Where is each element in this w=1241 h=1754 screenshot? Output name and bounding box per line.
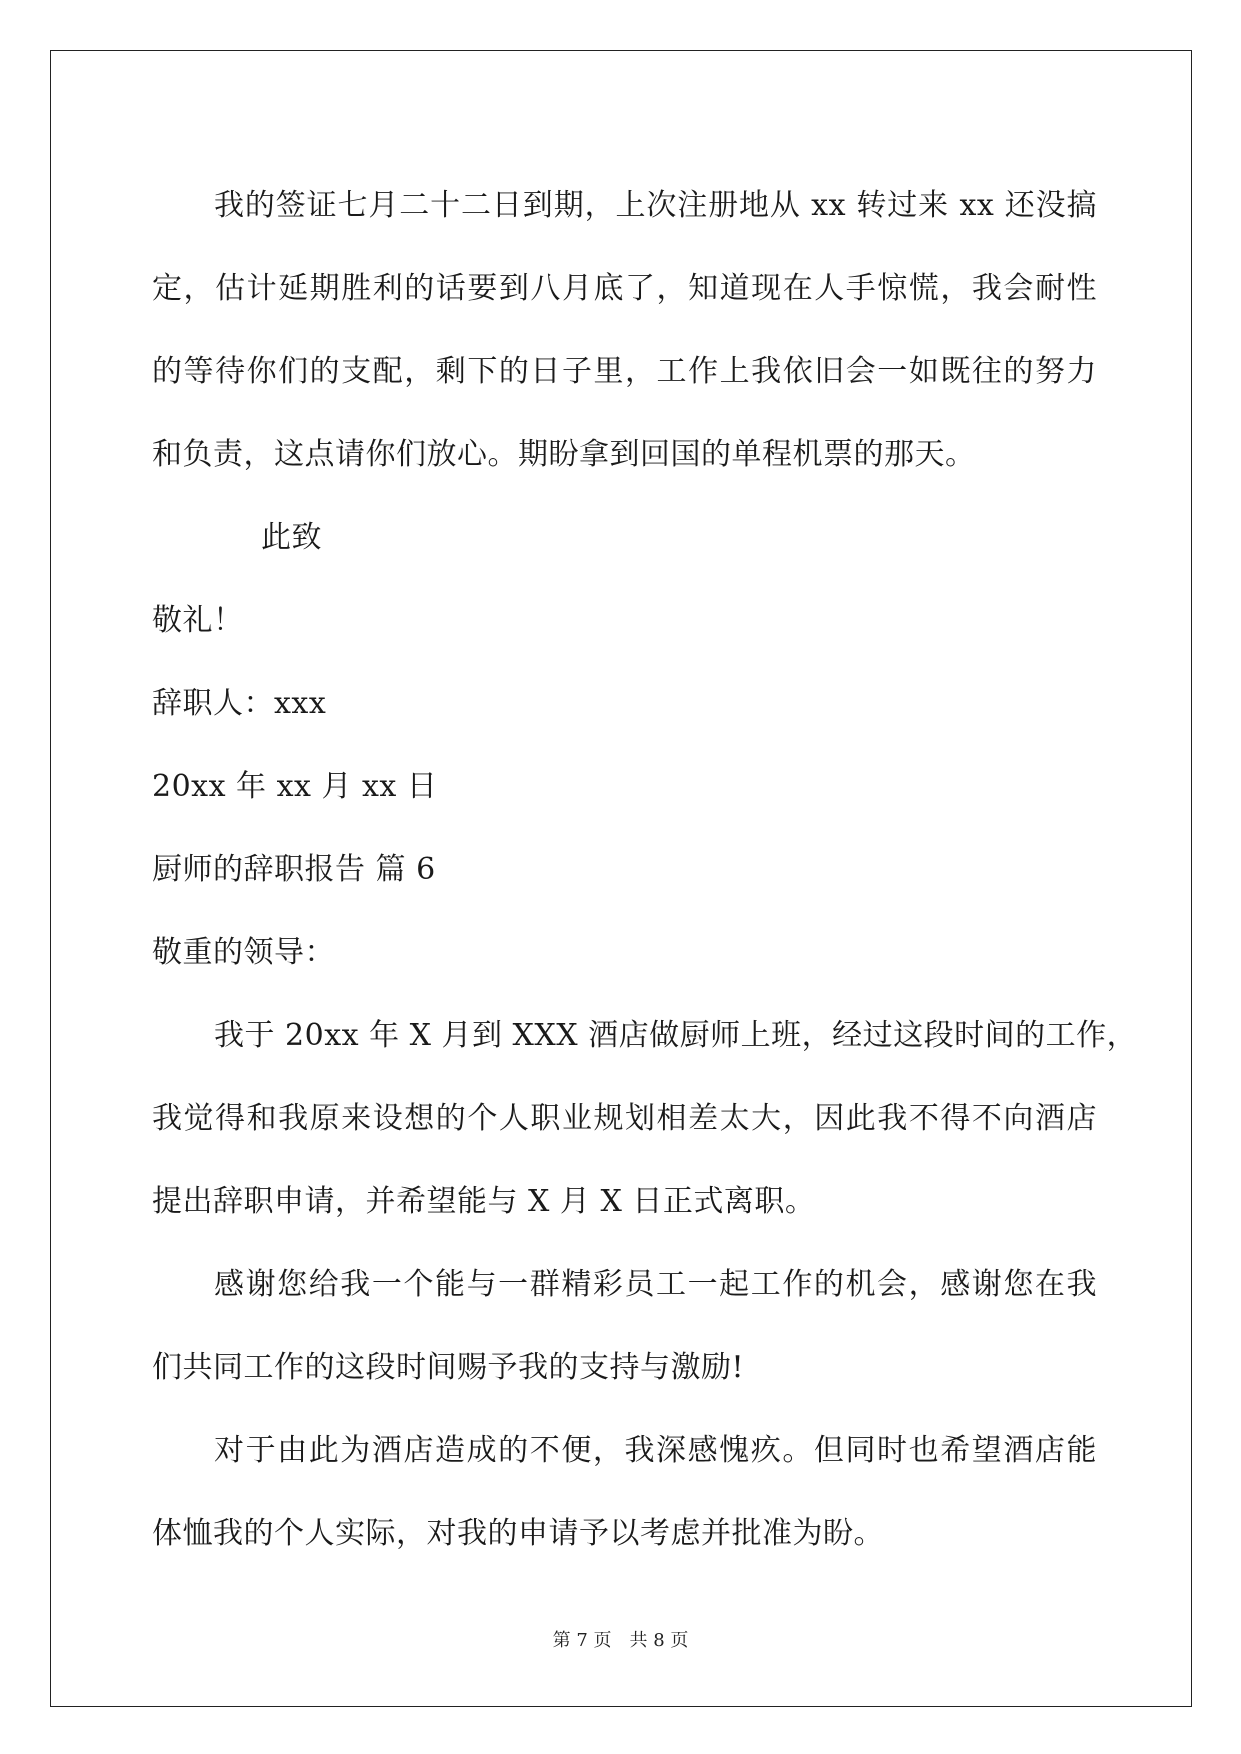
page-footer	[0, 1626, 1241, 1652]
page-number-current: 第 7 页	[552, 1630, 612, 1651]
closing-regards: 敬礼！	[152, 603, 244, 638]
paragraph-line: 的等待你们的支配，剩下的日子里，工作上我依旧会一如既往的努力	[152, 354, 1097, 389]
section-title: 厨师的辞职报告 篇 6	[152, 852, 436, 887]
paragraph-line: 和负责，这点请你们放心。期盼拿到回国的单程机票的那天。	[152, 437, 976, 472]
signature-line: 辞职人：xxx	[152, 686, 327, 721]
closing-salutation: 此致	[261, 520, 322, 555]
paragraph-line: 我的签证七月二十二日到期，上次注册地从 xx 转过来 xx 还没搞	[214, 188, 1097, 223]
page-number-total: 共 8 页	[629, 1630, 689, 1651]
paragraph-line: 我于 20xx 年 X 月到 XXX 酒店做厨师上班，经过这段时间的工作，	[214, 1018, 1138, 1053]
paragraph-line: 定，估计延期胜利的话要到八月底了，知道现在人手惊慌，我会耐性	[152, 271, 1097, 306]
greeting-line: 敬重的领导：	[152, 935, 335, 970]
paragraph-line: 我觉得和我原来设想的个人职业规划相差太大，因此我不得不向酒店	[152, 1101, 1097, 1136]
paragraph-line: 对于由此为酒店造成的不便，我深感愧疚。但同时也希望酒店能	[214, 1433, 1097, 1468]
paragraph-line: 们共同工作的这段时间赐予我的支持与激励!	[152, 1350, 745, 1385]
paragraph-line: 提出辞职申请，并希望能与 X 月 X 日正式离职。	[152, 1184, 816, 1219]
paragraph-line: 体恤我的个人实际，对我的申请予以考虑并批准为盼。	[152, 1516, 884, 1551]
document-body	[152, 164, 1138, 1575]
date-line: 20xx 年 xx 月 xx 日	[152, 769, 438, 804]
paragraph-line: 感谢您给我一个能与一群精彩员工一起工作的机会，感谢您在我	[214, 1267, 1097, 1302]
